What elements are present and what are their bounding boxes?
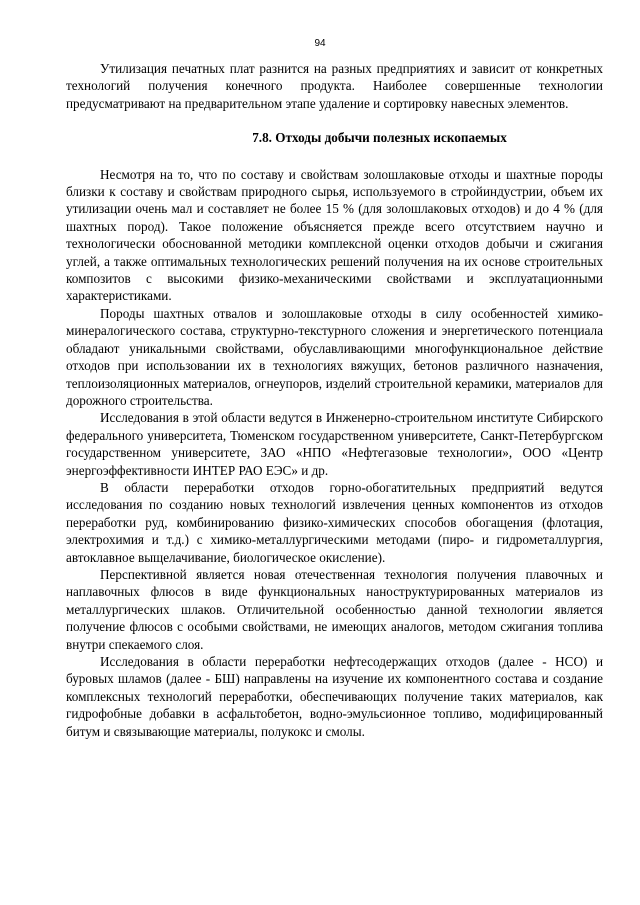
intro-paragraph: Утилизация печатных плат разнится на разных предприятиях и зависит от конкретных технологий получения конечного продукта. Наиболее совершенные технологии предусматривают на предварительном этапе удаление и сортировку навесных элементов. — [66, 61, 603, 111]
paragraph: Перспективной является новая отечественная технология получения плавочных и наплавочных флюсов в виде функциональных наноструктурированных материалов из металлургических шлаков. Отличительной особенностью данной технологии является получение флюсов с особыми свойствами, не имеющих аналогов, методом сжигания топлива внутри спекаемого слоя. — [66, 566, 603, 652]
section-heading: 7.8. Отходы добычи полезных ископаемых — [252, 130, 507, 146]
paragraph: Несмотря на то, что по составу и свойствам золошлаковые отходы и шахтные породы близки к составу и свойствам природного сырья, используемого в стройиндустрии, объем их утилизации очень мал и составляет не более 15 % (для золошлаковых отходов) и до 4 % (для шахтных пород). Такое положение объясняется прежде всего отсутствием научно и технологически обоснованной методики комплексной оценки отходов добычи и сжигания углей, а также оптимальных технологических решений получения на их основе строительных композитов с высокими физико-механическими свойствами и эксплуатационными характеристиками. — [66, 166, 603, 304]
page-number: 94 — [314, 38, 326, 49]
paragraph: Породы шахтных отвалов и золошлаковые отходы в силу особенностей химико-минералогического состава, структурно-текстурного сложения и энергетического потенциала обладают уникальными свойствами, обуславливающими многофункциональное действие отходов при использовании их в технологиях вяжущих, бетонов различного назначения, теплоизоляционных материалов, огнеупоров, изделий строительной керамики, материалов для дорожного строительства. — [66, 305, 603, 408]
paragraph: В области переработки отходов горно-обогатительных предприятий ведутся исследования по созданию новых технологий извлечения ценных компонентов из отходов переработки руд, комбинированию физико-химических способов обогащения (флотация, электрохимия и т.д.) с химико-металлургическими методами (пиро- и гидрометаллургия, автоклавное выщелачивание, биологическое окисление). — [66, 479, 603, 565]
paragraph: Исследования в области переработки нефтесодержащих отходов (далее - НСО) и буровых шламов (далее - БШ) направлены на изучение их компонентного состава и создание комплексных технологий переработки, обеспечивающих получение таких материалов, как гидрофобные добавки в асфальтобетон, водно-эмульсионное топливо, модифицированный битум и связывающие материалы, полукокс и смолы. — [66, 654, 603, 739]
paragraph: Исследования в этой области ведутся в Инженерно-строительном институте Сибирского федерального университета, Тюменском государственном университете, Санкт-Петербургском государственном университете, ЗАО «НПО «Нефтегазовые технологии», ООО «Центр энергоэффективности ИНТЕР РАО ЕЭС» и др. — [66, 410, 603, 478]
body-text — [66, 60, 603, 740]
